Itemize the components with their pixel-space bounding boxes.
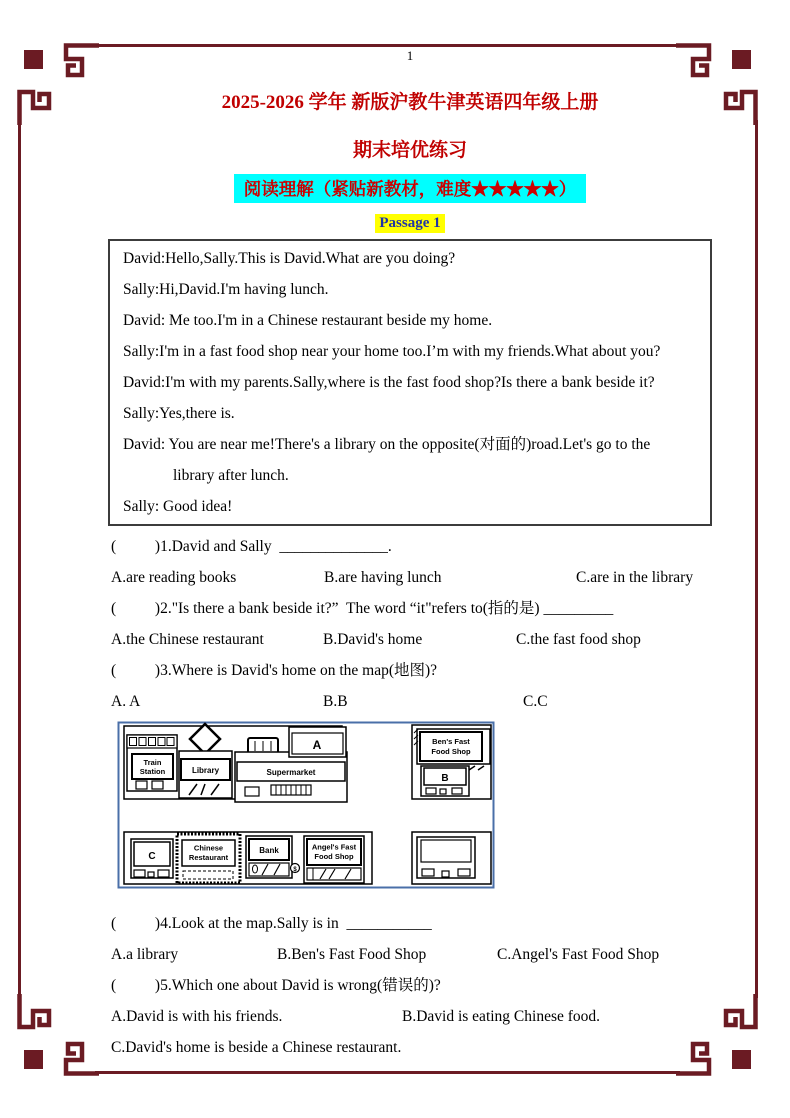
frame-border-left xyxy=(18,120,21,998)
map-label-bens-fast-food: Ben's Fast xyxy=(432,737,470,746)
question-2-stem: ( )2."Is there a bank beside it?” The word “it"refers to(指的是) _________ xyxy=(111,600,614,617)
map-image xyxy=(117,721,495,889)
map-label-chinese-restaurant: Restaurant xyxy=(188,853,229,862)
section-banner: 阅读理解（紧贴新教材，难度★★★★★） xyxy=(234,174,587,203)
option-a: A. A xyxy=(111,693,141,710)
question-4-stem: ( )4.Look at the map.Sally is in ___________ xyxy=(111,915,432,932)
section-banner-row xyxy=(108,174,712,203)
dialogue-line: library after lunch. xyxy=(173,467,289,484)
dialogue-line: Sally: Good idea! xyxy=(123,498,233,515)
map-label-bank: Bank xyxy=(259,846,279,855)
frame-border-right xyxy=(755,120,758,998)
map-label-supermarket: Supermarket xyxy=(266,768,316,777)
question-1-options xyxy=(111,562,712,593)
dialogue-box xyxy=(108,239,712,526)
option-c: C.the fast food shop xyxy=(516,631,641,648)
map-label-library: Library xyxy=(191,766,220,775)
map-label-angels-fast-food: Angel's Fast xyxy=(311,842,357,852)
option-c: C.are in the library xyxy=(576,569,694,586)
map-figure xyxy=(117,721,712,891)
frame-corner-ornament-icon xyxy=(14,994,99,1079)
frame-corner-ornament-icon xyxy=(14,40,99,125)
option-b: B.David's home xyxy=(323,631,423,648)
option-a: A.are reading books xyxy=(111,569,237,586)
option-b: B.Ben's Fast Food Shop xyxy=(277,946,427,963)
dialogue-line: David:Hello,Sally.This is David.What are you doing? xyxy=(123,250,456,267)
question-5-stem: ( )5.Which one about David is wrong(错误的)? xyxy=(111,977,441,994)
option-a: A.David is with his friends. xyxy=(111,1008,283,1025)
option-a: A.the Chinese restaurant xyxy=(111,631,264,648)
map-label-building-c: C xyxy=(148,851,156,862)
question-3-stem: ( )3.Where is David's home on the map(地图)? xyxy=(111,662,438,679)
option-c: C.C xyxy=(523,693,548,710)
frame-border-bottom xyxy=(95,1071,680,1074)
dialogue-line: Sally:I'm in a fast food shop near your home too.I’m with my friends.What about you? xyxy=(123,343,661,360)
map-label-train-station: Train xyxy=(143,758,162,767)
map-label-chinese-restaurant: Chinese xyxy=(193,843,224,853)
frame-border-top xyxy=(95,44,680,47)
option-b: B.are having lunch xyxy=(324,569,442,586)
map-label-bens-fast-food: Food Shop xyxy=(431,747,471,756)
passage-label: Passage 1 xyxy=(375,214,444,233)
map-label-train-station: Station xyxy=(139,767,166,776)
question-5-options-ab xyxy=(111,1001,712,1032)
dialogue-line: Sally:Hi,David.I'm having lunch. xyxy=(123,281,329,298)
questions-section xyxy=(108,531,712,1063)
option-b: B.B xyxy=(323,693,348,710)
question-1-stem: ( )1.David and Sally ______________. xyxy=(111,538,392,555)
page-number: 1 xyxy=(406,48,414,63)
dollar-sign-icon: $ xyxy=(293,867,297,873)
dialogue-line: David: You are near me!There's a library on the opposite(对面的)road.Let's go to the xyxy=(123,436,651,453)
map-label-building-a: A xyxy=(312,738,322,752)
dialogue-line: Sally:Yes,there is. xyxy=(123,405,235,422)
dialogue-line: David:I'm with my parents.Sally,where is the fast food shop?Is there a bank beside it? xyxy=(123,374,655,391)
map-label-building-b: B xyxy=(441,773,449,784)
option-b: B.David is eating Chinese food. xyxy=(402,1008,601,1025)
option-c: C.Angel's Fast Food Shop xyxy=(497,946,660,963)
question-3-options xyxy=(111,686,712,717)
question-2-options xyxy=(111,624,712,655)
page-subtitle: 期末培优练习 xyxy=(352,140,467,161)
passage-label-row xyxy=(108,214,712,233)
map-label-angels-fast-food: Food Shop xyxy=(314,852,354,861)
dialogue-line: David: Me too.I'm in a Chinese restaurant beside my home. xyxy=(123,312,493,329)
question-5-option-c: C.David's home is beside a Chinese restaurant. xyxy=(111,1039,402,1056)
question-4-options xyxy=(111,939,712,970)
option-a: A.a library xyxy=(111,946,179,963)
worksheet-content xyxy=(108,48,712,1063)
page-title: 2025-2026 学年 新版沪教牛津英语四年级上册 xyxy=(221,92,599,113)
